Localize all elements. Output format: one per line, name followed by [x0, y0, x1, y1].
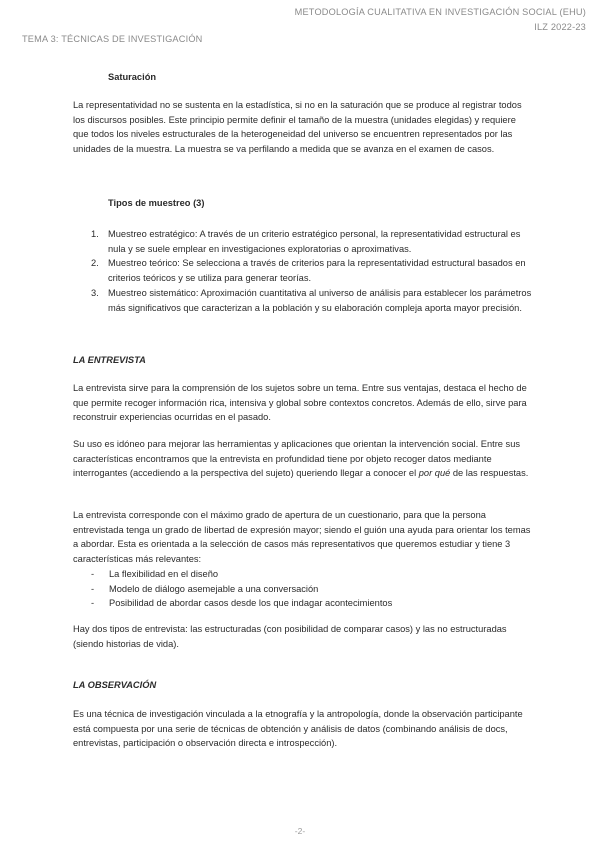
academic-year: ILZ 2022-23	[534, 22, 586, 32]
entrevista-p2: Su uso es idóneo para mejorar las herramientas y aplicaciones que orientan la intervención social. Entre sus características encontramos que la entrevista en profundidad tiene por objeto recoger datos mediante interrogantes (accediendo a la perspectiva del sujeto) queriendo llegar a conocer el por qué de las respuestas.	[73, 439, 529, 479]
list-item: - Modelo de diálogo asemejable a una conversación	[73, 582, 533, 597]
entrevista-p1: La entrevista sirve para la comprensión de los sujetos sobre un tema. Entre sus ventajas, destaca el hecho de que permite recoger información rica, intensiva y global sobre contextos concretos. Además de ello, sirve para reconstruir experiencias ocurridas en el pasado.	[73, 383, 527, 423]
saturacion-heading: Saturación	[108, 72, 157, 82]
entrevista-p3: La entrevista corresponde con el máximo grado de apertura de un cuestionario, para que la persona entrevistada tenga un grado de libertad de expresión mayor; siendo el guión una ayuda para orientar los temas a abordar. Esta es orientada a la selección de casos más representativos que queremos estudiar y tiene 3 características más relevantes: - La flexibilidad en el diseño - Modelo de diálogo asemejable a una conversación - Posibilidad de abordar casos desde los que indagar acontecimientos	[73, 508, 533, 611]
list-item: - Posibilidad de abordar casos desde los que indagar acontecimientos	[73, 596, 533, 611]
list-item: 3. Muestreo sistemático: Aproximación cuantitativa al universo de análisis para establecer los parámetros más significativos que caracterizan a la población y su elaboración compleja aporta mayor precisión.	[91, 287, 532, 313]
observacion-heading: LA OBSERVACIÓN	[73, 680, 157, 690]
features-list	[73, 567, 533, 611]
list-item: 1. Muestreo estratégico: A través de un criterio estratégico personal, la representatividad estructural es nula y se suele emplear en investigaciones exploratorias o aproximativas.	[91, 229, 521, 254]
topic-title: TEMA 3: TÉCNICAS DE INVESTIGACIÓN	[22, 34, 203, 44]
list-item: 2. Muestreo teórico: Se selecciona a través de criterios para la representatividad estructural basados en criterios teóricos y se utiliza para generar teorías.	[91, 258, 526, 284]
page-number: -2-	[294, 826, 306, 836]
observacion-p1: Es una técnica de investigación vinculada a la etnografía y la antropología, donde la observación participante está compuesta por una serie de técnicas de obtención y análisis de datos (combinando análisis de docs, entrevistas, participación o observación directa e introspección).	[73, 709, 523, 749]
list-item: - La flexibilidad en el diseño	[73, 567, 533, 582]
muestreo-heading: Tipos de muestreo (3)	[108, 198, 205, 208]
entrevista-p4: Hay dos tipos de entrevista: las estructuradas (con posibilidad de comparar casos) y las no estructuradas (siendo historias de vida).	[73, 624, 507, 649]
course-title: METODOLOGÍA CUALITATIVA EN INVESTIGACIÓN SOCIAL (EHU)	[294, 7, 586, 17]
page-header	[295, 5, 586, 35]
entrevista-heading: LA ENTREVISTA	[73, 355, 146, 365]
muestreo-list	[73, 227, 533, 315]
saturacion-paragraph: La representatividad no se sustenta en la estadística, si no en la saturación que se produce al registrar todos los discursos posibles. Este principio permite definir el tamaño de la muestra (unidades elegidas) y requiere que todos los niveles estructurales de la heterogeneidad del universo se encuentren representados por las unidades de la muestra. La muestra se va perfilando a medida que se avanza en el examen de casos.	[73, 100, 522, 155]
